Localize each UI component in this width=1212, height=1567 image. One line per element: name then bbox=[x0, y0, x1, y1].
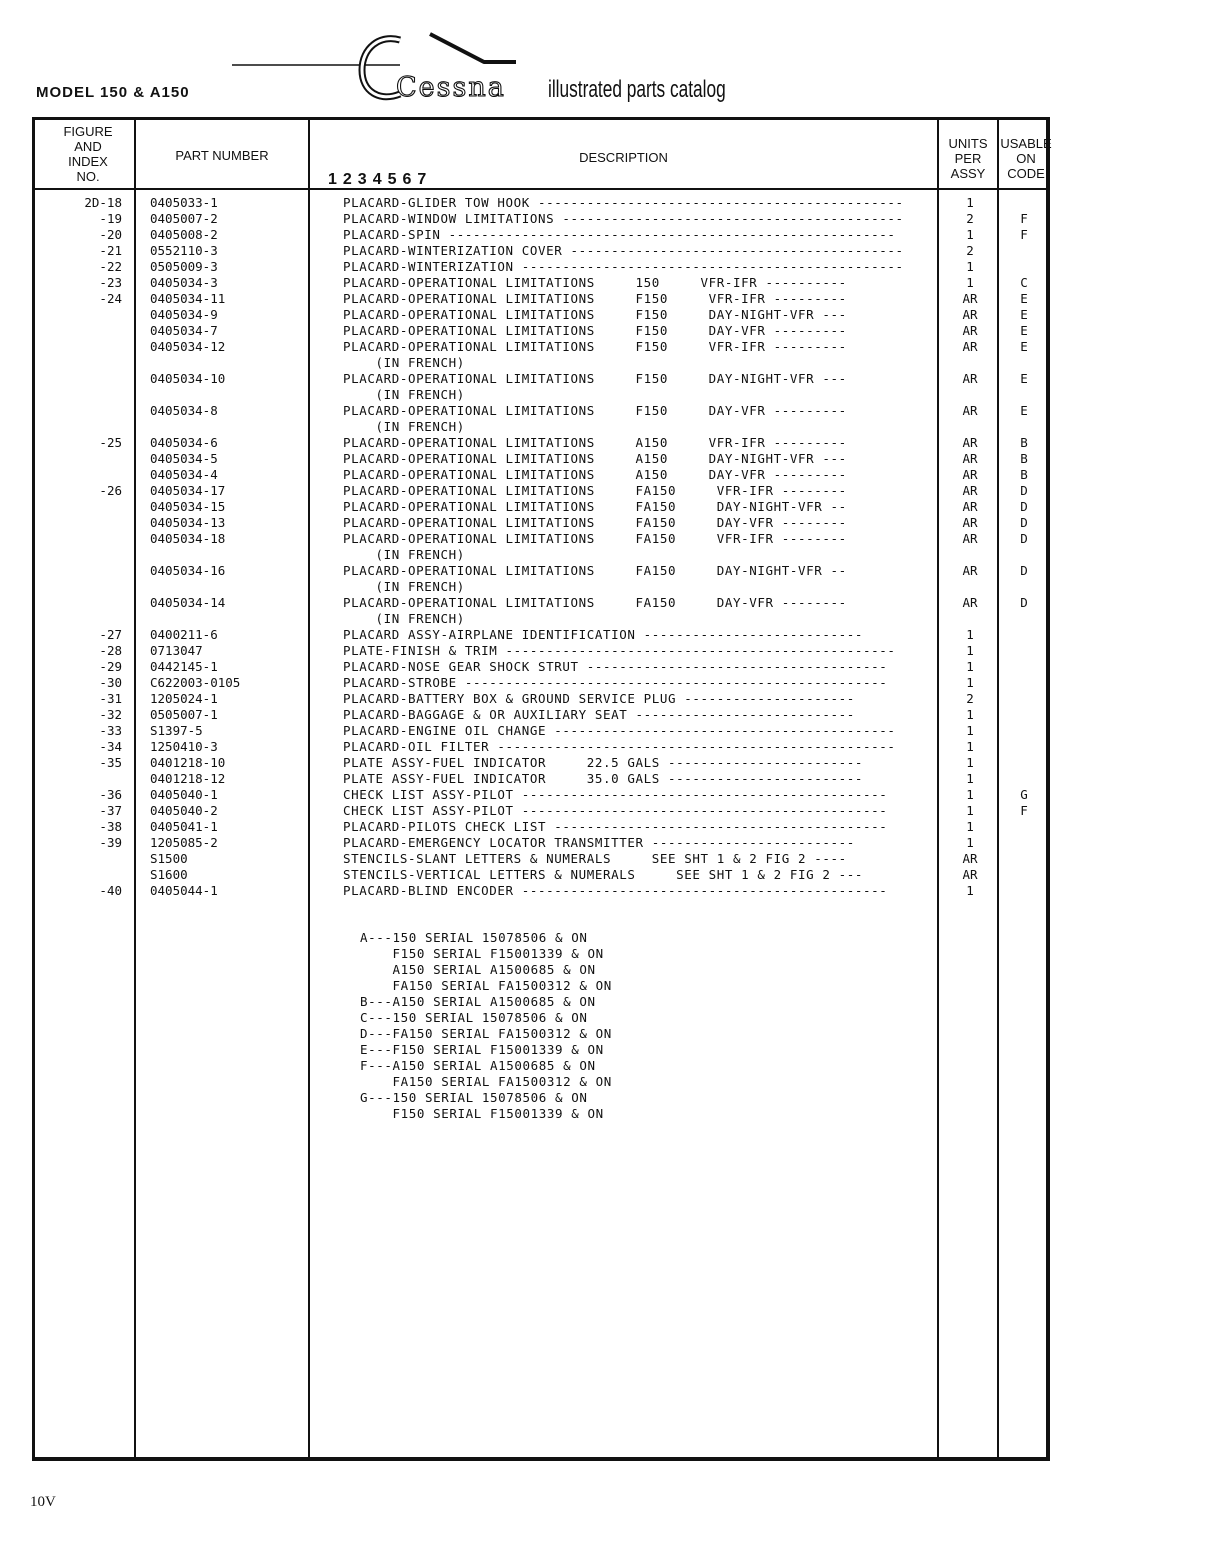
units-cell: 1 bbox=[966, 771, 974, 786]
header-rule bbox=[32, 188, 1050, 190]
page-number: 10V bbox=[30, 1494, 56, 1510]
figure-index-cell: -27 bbox=[99, 627, 122, 642]
figure-index-cell: -20 bbox=[99, 227, 122, 242]
figure-index-cell: -28 bbox=[99, 643, 122, 658]
description-cell: PLACARD-OPERATIONAL LIMITATIONS 150 VFR-IFR ---------- bbox=[343, 275, 847, 290]
figure-index-cell: -19 bbox=[99, 211, 122, 226]
units-cell: 1 bbox=[966, 755, 974, 770]
note-line: F---A150 SERIAL A1500685 & ON bbox=[360, 1058, 596, 1073]
usable-code-cell: D bbox=[1020, 595, 1028, 610]
part-number-cell: 1205085-2 bbox=[150, 835, 218, 850]
figure-index-cell: -36 bbox=[99, 787, 122, 802]
figure-index-cell: -31 bbox=[99, 691, 122, 706]
units-cell: AR bbox=[962, 499, 978, 514]
description-cell: PLACARD-OPERATIONAL LIMITATIONS A150 DAY-VFR --------- bbox=[343, 467, 847, 482]
note-line: A150 SERIAL A1500685 & ON bbox=[360, 962, 596, 977]
description-cell: PLACARD-OPERATIONAL LIMITATIONS FA150 VFR-IFR -------- bbox=[343, 483, 847, 498]
figure-index-cell: -22 bbox=[99, 259, 122, 274]
units-cell: AR bbox=[962, 515, 978, 530]
figure-index-cell: -37 bbox=[99, 803, 122, 818]
usable-code-cell: B bbox=[1020, 435, 1028, 450]
usable-code-cell: E bbox=[1020, 323, 1028, 338]
units-cell: AR bbox=[962, 595, 978, 610]
part-number-cell: 0405034-14 bbox=[150, 595, 226, 610]
description-cell: PLACARD-OPERATIONAL LIMITATIONS FA150 DAY-NIGHT-VFR -- bbox=[343, 563, 847, 578]
note-line: FA150 SERIAL FA1500312 & ON bbox=[360, 1074, 612, 1089]
part-number-cell: 0405034-12 bbox=[150, 339, 226, 354]
units-cell: AR bbox=[962, 467, 978, 482]
description-cell: PLACARD-OPERATIONAL LIMITATIONS A150 VFR-IFR --------- bbox=[343, 435, 847, 450]
usable-code-column-header: USABLE ON CODE bbox=[1000, 136, 1052, 181]
part-number-cell: C622003-0105 bbox=[150, 675, 241, 690]
description-cell: PLACARD ASSY-AIRPLANE IDENTIFICATION --------------------------- bbox=[343, 627, 864, 642]
description-cell: PLACARD-OPERATIONAL LIMITATIONS F150 DAY-VFR --------- bbox=[343, 323, 847, 338]
description-cell: (IN FRENCH) bbox=[343, 547, 465, 562]
part-number-cell: 0405034-4 bbox=[150, 467, 218, 482]
description-cell: (IN FRENCH) bbox=[343, 419, 465, 434]
note-line: G---150 SERIAL 15078506 & ON bbox=[360, 1090, 588, 1105]
part-number-cell: 0405034-15 bbox=[150, 499, 226, 514]
units-cell: AR bbox=[962, 867, 978, 882]
units-cell: AR bbox=[962, 435, 978, 450]
usable-code-cell: D bbox=[1020, 563, 1028, 578]
units-cell: 1 bbox=[966, 627, 974, 642]
figure-index-cell: -23 bbox=[99, 275, 122, 290]
part-number-cell: 0405034-7 bbox=[150, 323, 218, 338]
part-number-cell: 0405041-1 bbox=[150, 819, 218, 834]
description-cell: PLACARD-WINTERIZATION ----------------------------------------------- bbox=[343, 259, 904, 274]
figure-index-cell: -26 bbox=[99, 483, 122, 498]
figure-column-header: FIGURE AND INDEX NO. bbox=[63, 124, 113, 184]
description-cell: PLACARD-OPERATIONAL LIMITATIONS FA150 DAY-VFR -------- bbox=[343, 515, 847, 530]
part-number-cell: 0405034-10 bbox=[150, 371, 226, 386]
part-number-cell: 1250410-3 bbox=[150, 739, 218, 754]
units-cell: 1 bbox=[966, 803, 974, 818]
description-cell: PLACARD-PILOTS CHECK LIST ----------------------------------------- bbox=[343, 819, 888, 834]
units-cell: 2 bbox=[966, 211, 974, 226]
column-divider bbox=[134, 117, 136, 1461]
units-cell: 1 bbox=[966, 883, 974, 898]
description-cell: PLACARD-OPERATIONAL LIMITATIONS F150 VFR-IFR --------- bbox=[343, 339, 847, 354]
usable-code-cell: E bbox=[1020, 307, 1028, 322]
units-cell: 1 bbox=[966, 675, 974, 690]
description-cell: PLATE-FINISH & TRIM ------------------------------------------------ bbox=[343, 643, 896, 658]
units-cell: 2 bbox=[966, 243, 974, 258]
units-cell: AR bbox=[962, 403, 978, 418]
part-number-cell: 0505009-3 bbox=[150, 259, 218, 274]
figure-index-cell: -30 bbox=[99, 675, 122, 690]
model-heading: MODEL 150 & A150 bbox=[36, 84, 190, 101]
part-number-cell: 0505007-1 bbox=[150, 707, 218, 722]
note-line: D---FA150 SERIAL FA1500312 & ON bbox=[360, 1026, 612, 1041]
part-number-cell: 0405034-6 bbox=[150, 435, 218, 450]
part-number-cell: S1500 bbox=[150, 851, 188, 866]
cessna-wordmark: Cessna bbox=[396, 72, 506, 103]
units-cell: AR bbox=[962, 851, 978, 866]
note-line: C---150 SERIAL 15078506 & ON bbox=[360, 1010, 588, 1025]
usable-code-cell: F bbox=[1020, 803, 1028, 818]
usable-code-cell: E bbox=[1020, 291, 1028, 306]
units-cell: 2 bbox=[966, 691, 974, 706]
part-number-cell: 0442145-1 bbox=[150, 659, 218, 674]
part-number-cell: 0405040-1 bbox=[150, 787, 218, 802]
description-cell: (IN FRENCH) bbox=[343, 579, 465, 594]
indent-level-digits: 1234567 bbox=[328, 171, 433, 188]
description-cell: STENCILS-VERTICAL LETTERS & NUMERALS SEE SHT 1 & 2 FIG 2 --- bbox=[343, 867, 864, 882]
units-cell: AR bbox=[962, 371, 978, 386]
usable-code-cell: D bbox=[1020, 531, 1028, 546]
units-cell: 1 bbox=[966, 723, 974, 738]
description-cell: (IN FRENCH) bbox=[343, 355, 465, 370]
figure-index-cell: -40 bbox=[99, 883, 122, 898]
description-cell: CHECK LIST ASSY-PILOT --------------------------------------------- bbox=[343, 803, 888, 818]
note-line: E---F150 SERIAL F15001339 & ON bbox=[360, 1042, 604, 1057]
part-number-cell: 0405007-2 bbox=[150, 211, 218, 226]
description-column-header: DESCRIPTION bbox=[579, 150, 668, 165]
description-cell: PLACARD-OPERATIONAL LIMITATIONS F150 DAY-NIGHT-VFR --- bbox=[343, 307, 847, 322]
part-number-cell: 0552110-3 bbox=[150, 243, 218, 258]
figure-index-cell: -32 bbox=[99, 707, 122, 722]
description-cell: PLACARD-BATTERY BOX & GROUND SERVICE PLUG --------------------- bbox=[343, 691, 855, 706]
units-cell: AR bbox=[962, 563, 978, 578]
note-line: FA150 SERIAL FA1500312 & ON bbox=[360, 978, 612, 993]
description-cell: PLACARD-OPERATIONAL LIMITATIONS FA150 DAY-NIGHT-VFR -- bbox=[343, 499, 847, 514]
description-cell: PLACARD-ENGINE OIL CHANGE ------------------------------------------ bbox=[343, 723, 896, 738]
units-cell: 1 bbox=[966, 835, 974, 850]
note-line: F150 SERIAL F15001339 & ON bbox=[360, 946, 604, 961]
description-cell: (IN FRENCH) bbox=[343, 611, 465, 626]
usable-code-cell: D bbox=[1020, 483, 1028, 498]
units-cell: 1 bbox=[966, 227, 974, 242]
usable-code-cell: C bbox=[1020, 275, 1028, 290]
column-divider bbox=[308, 117, 310, 1461]
units-cell: 1 bbox=[966, 659, 974, 674]
figure-index-cell: -33 bbox=[99, 723, 122, 738]
part-number-cell: 0405034-9 bbox=[150, 307, 218, 322]
units-cell: 1 bbox=[966, 787, 974, 802]
note-line: B---A150 SERIAL A1500685 & ON bbox=[360, 994, 596, 1009]
usable-code-cell: B bbox=[1020, 451, 1028, 466]
figure-index-cell: -25 bbox=[99, 435, 122, 450]
usable-code-cell: D bbox=[1020, 499, 1028, 514]
part-number-cell: 1205024-1 bbox=[150, 691, 218, 706]
usable-code-notes bbox=[360, 930, 612, 1122]
description-cell: STENCILS-SLANT LETTERS & NUMERALS SEE SHT 1 & 2 FIG 2 ---- bbox=[343, 851, 847, 866]
figure-index-cell: -39 bbox=[99, 835, 122, 850]
description-cell: PLACARD-SPIN ------------------------------------------------------- bbox=[343, 227, 896, 242]
description-cell: PLACARD-OPERATIONAL LIMITATIONS FA150 DAY-VFR -------- bbox=[343, 595, 847, 610]
units-cell: 1 bbox=[966, 643, 974, 658]
usable-code-cell: E bbox=[1020, 371, 1028, 386]
description-cell: PLACARD-STROBE ---------------------------------------------------- bbox=[343, 675, 888, 690]
part-number-cell: 0405034-13 bbox=[150, 515, 226, 530]
part-number-cell: 0405034-11 bbox=[150, 291, 226, 306]
units-cell: 1 bbox=[966, 739, 974, 754]
part-number-cell: 0405008-2 bbox=[150, 227, 218, 242]
figure-index-cell: -38 bbox=[99, 819, 122, 834]
usable-code-cell: F bbox=[1020, 227, 1028, 242]
description-cell: PLATE ASSY-FUEL INDICATOR 22.5 GALS ------------------------ bbox=[343, 755, 864, 770]
units-cell: AR bbox=[962, 451, 978, 466]
usable-code-cell: F bbox=[1020, 211, 1028, 226]
part-number-cell: 0405034-5 bbox=[150, 451, 218, 466]
part-number-cell: 0405034-8 bbox=[150, 403, 218, 418]
part-number-cell: 0401218-12 bbox=[150, 771, 226, 786]
part-number-cell: 0405033-1 bbox=[150, 195, 218, 210]
units-cell: AR bbox=[962, 307, 978, 322]
figure-index-cell: -34 bbox=[99, 739, 122, 754]
description-cell: PLACARD-OPERATIONAL LIMITATIONS F150 DAY-NIGHT-VFR --- bbox=[343, 371, 847, 386]
units-cell: AR bbox=[962, 339, 978, 354]
note-line: F150 SERIAL F15001339 & ON bbox=[360, 1106, 604, 1121]
units-cell: AR bbox=[962, 291, 978, 306]
catalog-title: illustrated parts catalog bbox=[548, 76, 726, 103]
part-number-cell: 0405040-2 bbox=[150, 803, 218, 818]
part-number-cell: 0405034-18 bbox=[150, 531, 226, 546]
figure-index-cell: -29 bbox=[99, 659, 122, 674]
part-number-column-header: PART NUMBER bbox=[175, 148, 269, 163]
description-cell: PLACARD-BLIND ENCODER --------------------------------------------- bbox=[343, 883, 888, 898]
note-line: A---150 SERIAL 15078506 & ON bbox=[360, 930, 588, 945]
usable-code-cell: E bbox=[1020, 339, 1028, 354]
description-cell: PLACARD-BAGGAGE & OR AUXILIARY SEAT --------------------------- bbox=[343, 707, 855, 722]
part-number-cell: 0405044-1 bbox=[150, 883, 218, 898]
figure-index-cell: -24 bbox=[99, 291, 122, 306]
part-number-cell: 0405034-3 bbox=[150, 275, 218, 290]
description-cell: PLATE ASSY-FUEL INDICATOR 35.0 GALS ------------------------ bbox=[343, 771, 864, 786]
units-cell: 1 bbox=[966, 707, 974, 722]
description-cell: PLACARD-EMERGENCY LOCATOR TRANSMITTER ------------------------- bbox=[343, 835, 855, 850]
units-cell: AR bbox=[962, 531, 978, 546]
units-cell: 1 bbox=[966, 275, 974, 290]
description-cell: PLACARD-GLIDER TOW HOOK --------------------------------------------- bbox=[343, 195, 904, 210]
usable-code-cell: E bbox=[1020, 403, 1028, 418]
part-number-cell: 0405034-17 bbox=[150, 483, 226, 498]
usable-code-cell: G bbox=[1020, 787, 1028, 802]
part-number-cell: 0713047 bbox=[150, 643, 203, 658]
description-cell: PLACARD-OIL FILTER ------------------------------------------------- bbox=[343, 739, 896, 754]
description-cell: PLACARD-OPERATIONAL LIMITATIONS A150 DAY-NIGHT-VFR --- bbox=[343, 451, 847, 466]
units-cell: 1 bbox=[966, 195, 974, 210]
part-number-cell: 0401218-10 bbox=[150, 755, 226, 770]
units-column-header: UNITS PER ASSY bbox=[948, 136, 988, 181]
part-number-cell: 0400211-6 bbox=[150, 627, 218, 642]
description-cell: (IN FRENCH) bbox=[343, 387, 465, 402]
description-cell: CHECK LIST ASSY-PILOT --------------------------------------------- bbox=[343, 787, 888, 802]
description-cell: PLACARD-OPERATIONAL LIMITATIONS F150 DAY-VFR --------- bbox=[343, 403, 847, 418]
units-cell: 1 bbox=[966, 819, 974, 834]
part-number-cell: S1600 bbox=[150, 867, 188, 882]
units-cell: 1 bbox=[966, 259, 974, 274]
column-divider bbox=[937, 117, 939, 1461]
column-divider bbox=[997, 117, 999, 1461]
description-cell: PLACARD-OPERATIONAL LIMITATIONS FA150 VFR-IFR -------- bbox=[343, 531, 847, 546]
part-number-cell: 0405034-16 bbox=[150, 563, 226, 578]
description-cell: PLACARD-OPERATIONAL LIMITATIONS F150 VFR-IFR --------- bbox=[343, 291, 847, 306]
part-number-cell: S1397-5 bbox=[150, 723, 203, 738]
figure-index-cell: -21 bbox=[99, 243, 122, 258]
description-cell: PLACARD-NOSE GEAR SHOCK STRUT ------------------------------------- bbox=[343, 659, 888, 674]
figure-index-cell: -35 bbox=[99, 755, 122, 770]
usable-code-cell: B bbox=[1020, 467, 1028, 482]
usable-code-cell: D bbox=[1020, 515, 1028, 530]
units-cell: AR bbox=[962, 483, 978, 498]
description-cell: PLACARD-WINTERIZATION COVER ----------------------------------------- bbox=[343, 243, 904, 258]
units-cell: AR bbox=[962, 323, 978, 338]
figure-index-cell: 2D-18 bbox=[84, 195, 122, 210]
description-cell: PLACARD-WINDOW LIMITATIONS ------------------------------------------ bbox=[343, 211, 904, 226]
